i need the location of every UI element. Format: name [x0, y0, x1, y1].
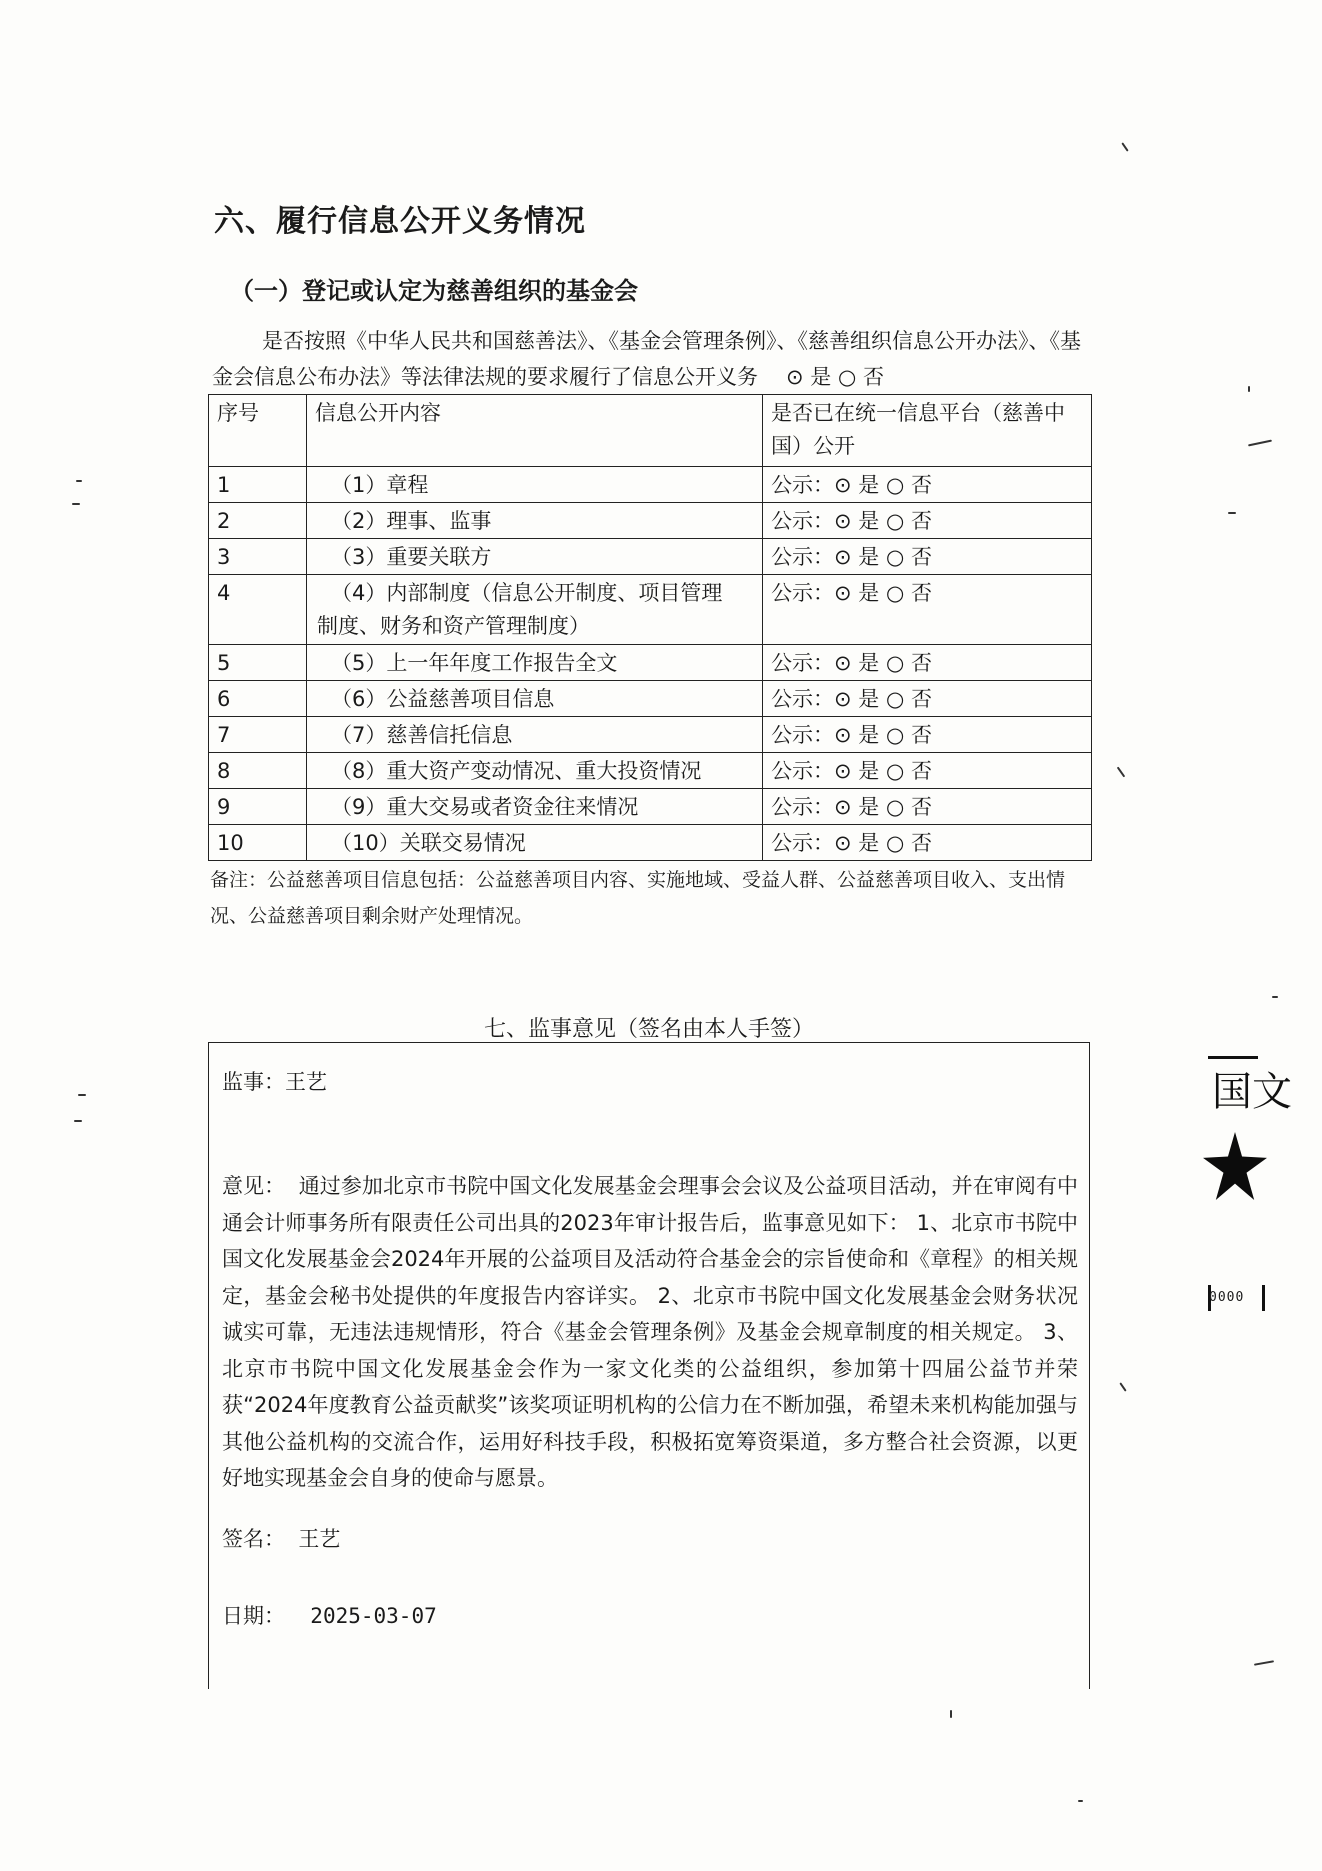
scan-speck	[1248, 440, 1272, 447]
scan-speck	[1117, 767, 1126, 778]
scan-speck	[76, 480, 82, 482]
header-no: 序号	[209, 395, 307, 467]
section-6-subtitle: （一）登记或认定为慈善组织的基金会	[230, 277, 638, 305]
row-status: 公示：⊙ 是 ○ 否	[763, 503, 1092, 539]
table-row	[209, 645, 1092, 681]
row-status: 公示：⊙ 是 ○ 否	[763, 575, 1092, 645]
row-status: 公示：⊙ 是 ○ 否	[763, 467, 1092, 503]
scan-speck	[1272, 996, 1278, 998]
table-note: 备注：公益慈善项目信息包括：公益慈善项目内容、实施地域、受益人群、公益慈善项目收入、支出情况、公益慈善项目剩余财产处理情况。	[210, 869, 1066, 927]
signature-line	[222, 1523, 340, 1553]
stamp-border-right	[1262, 1285, 1265, 1311]
table-row	[209, 467, 1092, 503]
row-item: （8）重大资产变动情况、重大投资情况	[331, 759, 702, 783]
date-line	[222, 1600, 437, 1630]
row-item: （1）章程	[331, 473, 429, 497]
row-no: 2	[209, 503, 307, 539]
scan-speck	[1228, 512, 1236, 514]
signature-name: 王艺	[298, 1527, 341, 1551]
row-no: 3	[209, 539, 307, 575]
date-label: 日期：	[222, 1604, 285, 1628]
table-row	[209, 789, 1092, 825]
row-status: 公示：⊙ 是 ○ 否	[763, 753, 1092, 789]
row-no: 1	[209, 467, 307, 503]
scan-speck	[1119, 1382, 1126, 1391]
row-status: 公示：⊙ 是 ○ 否	[763, 825, 1092, 861]
scan-speck	[950, 1710, 952, 1718]
row-status: 公示：⊙ 是 ○ 否	[763, 645, 1092, 681]
row-item: （5）上一年年度工作报告全文	[331, 651, 618, 675]
row-no: 8	[209, 753, 307, 789]
supervisor-name: 王艺	[285, 1070, 327, 1094]
header-content: 信息公开内容	[307, 395, 763, 467]
disclosure-intro-text: 是否按照《中华人民共和国慈善法》、《基金会管理条例》、《慈善组织信息公开办法》、《基金会信息公布办法》等法律法规的要求履行了信息公开义务	[212, 329, 1081, 389]
header-platform: 是否已在统一信息平台（慈善中国）公开	[763, 395, 1092, 467]
row-item-continued: 制度、财务和资产管理制度）	[317, 614, 590, 638]
row-item: （9）重大交易或者资金往来情况	[331, 795, 639, 819]
row-item: （2）理事、监事	[331, 509, 492, 533]
row-no: 5	[209, 645, 307, 681]
stamp-edge	[1208, 1056, 1258, 1059]
row-status: 公示：⊙ 是 ○ 否	[763, 789, 1092, 825]
table-row	[209, 753, 1092, 789]
table-row	[209, 575, 1092, 645]
opinion-paragraph	[222, 1168, 1078, 1497]
stamp-text: 国文	[1212, 1069, 1292, 1115]
disclosure-intro-choice: ⊙ 是 ○ 否	[786, 365, 884, 389]
section-7-title: 七、监事意见（签名由本人手签）	[483, 1017, 814, 1042]
row-no: 9	[209, 789, 307, 825]
row-no: 4	[209, 575, 307, 645]
supervisor-line	[222, 1066, 327, 1096]
section-6-title: 六、履行信息公开义务情况	[214, 204, 586, 239]
row-status: 公示：⊙ 是 ○ 否	[763, 681, 1092, 717]
row-item: （10）关联交易情况	[331, 831, 526, 855]
opinion-label: 意见：	[222, 1174, 286, 1198]
opinion-text: 通过参加北京市书院中国文化发展基金会理事会会议及公益项目活动，并在审阅有中通会计师事务所有限责任公司出具的2023年审计报告后，监事意见如下： 1、北京市书院中国文化发展基金会2024年开展的公益项目及活动符合基金会的宗旨使命和《章程》的相关规定，基金会秘书处提供的年度报告内容详实。 2、北京市书院中国文化发展基金会财务状况诚实可靠，无违法违规情形，符合《基金会管理条例》及基金会规章制度的相关规定。 3、 北京市书院中国文化发展基金会作为一家文化类的公益组织，参加第十四届公益节并荣获“2024年度教育公益贡献奖”该奖项证明机构的公信力在不断加强，希望未来机构能加强与其他公益机构的交流合作，运用好科技手段，积极拓宽筹资渠道，多方整合社会资源，以更好地实现基金会自身的使命与愿景。	[222, 1174, 1079, 1490]
row-no: 7	[209, 717, 307, 753]
date-value: 2025-03-07	[310, 1604, 437, 1628]
table-row	[209, 539, 1092, 575]
scan-speck	[1121, 142, 1128, 151]
stamp-digits: 0000	[1209, 1290, 1245, 1305]
scan-speck	[1254, 1660, 1274, 1665]
row-item: （4）内部制度（信息公开制度、项目管理	[331, 581, 723, 605]
row-no: 6	[209, 681, 307, 717]
table-row	[209, 825, 1092, 861]
row-item: （7）慈善信托信息	[331, 723, 513, 747]
table-row	[209, 717, 1092, 753]
scan-speck	[1078, 1800, 1083, 1802]
scan-speck	[72, 503, 80, 505]
row-item: （6）公益慈善项目信息	[331, 687, 555, 711]
row-status: 公示：⊙ 是 ○ 否	[763, 717, 1092, 753]
row-status: 公示：⊙ 是 ○ 否	[763, 539, 1092, 575]
disclosure-table	[208, 394, 1092, 861]
stamp-star-icon	[1203, 1132, 1267, 1200]
row-no: 10	[209, 825, 307, 861]
scan-speck	[74, 1120, 82, 1122]
disclosure-intro	[212, 323, 1092, 395]
signature-label: 签名：	[222, 1527, 285, 1551]
scan-speck	[1248, 386, 1250, 392]
row-item: （3）重要关联方	[331, 545, 492, 569]
table-header-row	[209, 395, 1092, 467]
table-row	[209, 681, 1092, 717]
table-row	[209, 503, 1092, 539]
supervisor-label: 监事：	[222, 1070, 285, 1094]
scan-speck	[78, 1094, 86, 1096]
